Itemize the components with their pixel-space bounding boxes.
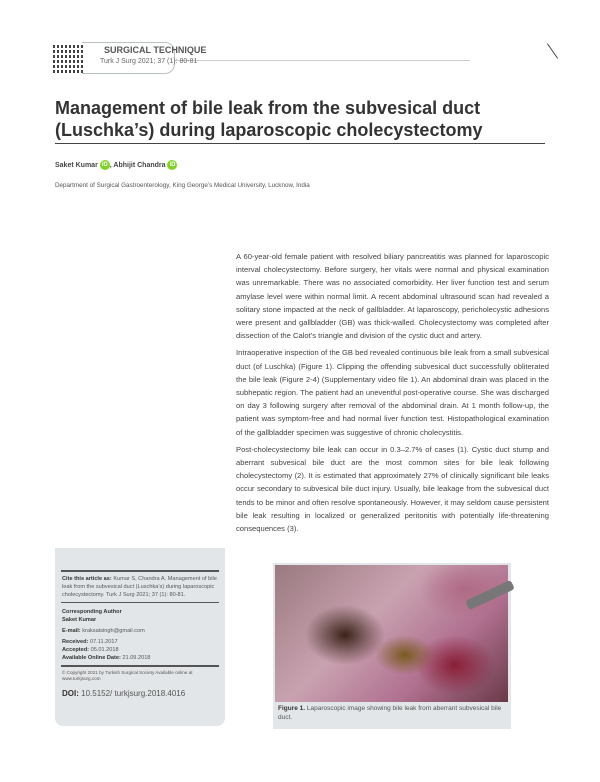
orcid-icon[interactable]: iD — [101, 162, 108, 168]
figure-1 — [273, 563, 511, 729]
doi-label: DOI: — [62, 688, 79, 698]
email-label: E-mail: — [62, 628, 81, 634]
doi — [55, 685, 225, 701]
received-date: 07.11.2017 — [90, 639, 118, 645]
copyright: © Copyright 2021 by Turkish Surgical Society Available online at www.turkjsurg.com — [62, 669, 193, 681]
paragraph: Post-cholecystectomy bile leak can occur in 0.3–2.7% of cases (1). Cystic duct stump and aberrant subvesical bile duct are the most common sites for bile leak following cholecystectomy (2). It is estimated that approximately 27% of clinically significant bile leaks occur secondary to subvesical bile duct injury. Usually, bile leakage from the subvesical duct tends to be minor and often resolve spontaneously. However, it may seldom cause persistent bile leak resulting in localized or generalized peritonitis with potentially life-threatening consequences (3). — [236, 444, 549, 534]
journal-citation: Turk J Surg 2021; 37 (1): 80-81 — [100, 58, 198, 65]
citation-block — [55, 572, 225, 602]
email-link[interactable]: kraksatsingh@gmail.com — [82, 628, 145, 634]
paragraph: A 60-year-old female patient with resolved biliary pancreatitis was planned for laparoscopic interval cholecystectomy. Before surgery, her vitals were normal and physical examination was unremarkable. There was no associated comorbidity. Her liver function test and serum amylase level were within normal limit. A recent abdominal ultrasound scan had revealed a solitary stone impacted at the neck of gallbladder. At laparoscopy, pericholecystic adhesions were present and gallbladder (GB) was thick-walled. Cholecystectomy was completed after dissection of the Calot’s triangle and division of the cystic duct and artery. — [236, 252, 549, 341]
authors: Saket Kumar iD , Abhijit Chandra iD — [55, 161, 176, 169]
corr-name: Saket Kumar — [62, 617, 97, 623]
header-rule — [174, 60, 470, 61]
paragraph: Intraoperative inspection of the GB bed revealed continuous bile leak from a small subvesical duct (of Luschka) (Figure 1). Clipping the offending subvesical duct successfully obliterated the bile leak (Figure 2-4) (Supplementary video file 1). An abdominal drain was placed in the subhepatic region. The patient had an uneventful post-operative course. She was discharged on day 3 following surgery after removal of the abdominal drain. At 1 month follow-up, the patient was symptom-free and had normal liver function test. Histopathological examination of the gallbladder specimen was suggestive of chronic cholecystitis. — [236, 348, 549, 437]
laparoscopic-image — [275, 565, 508, 702]
caption-text: Laparoscopic image showing bile leak from aberrant subvesical bile duct. — [278, 705, 502, 721]
online-date: 21.09.2018 — [122, 655, 151, 661]
qr-code — [53, 43, 83, 73]
accepted-label: Accepted: — [62, 647, 90, 653]
corner-mark — [547, 43, 558, 58]
online-label: Available Online Date: — [62, 655, 121, 661]
author-name[interactable]: Abhijit Chandra — [113, 161, 166, 169]
affiliation: Department of Surgical Gastroenterology, King George’s Medical University, Lucknow, India — [55, 182, 310, 189]
corresponding-block — [55, 603, 225, 665]
figure-caption — [278, 704, 506, 722]
body-text — [236, 250, 549, 539]
doi-link[interactable]: 10.5152/ turkjsurg.2018.4016 — [81, 688, 186, 698]
received-label: Received: — [62, 639, 89, 645]
cite-label: Cite this article as: — [62, 575, 112, 582]
orcid-icon[interactable]: iD — [169, 162, 176, 168]
figure-label: Figure 1. — [278, 705, 306, 712]
corr-label: Corresponding Author — [62, 609, 122, 615]
accepted-date: 05.01.2018 — [90, 647, 119, 653]
author-name[interactable]: Saket Kumar — [55, 161, 98, 169]
cite-text: Kumar S, Chandra A. Management of bile leak from the subvesical duct (Luschka’s) during laparoscopic cholecystectomy. Turk J Surg 2021; 37 (1): 80-81. — [62, 575, 217, 598]
article-info-box — [55, 548, 225, 726]
section-kicker: SURGICAL TECHNIQUE — [104, 45, 207, 55]
surgical-instrument — [465, 580, 515, 610]
title-rule — [55, 143, 545, 144]
paper-title: Management of bile leak from the subvesical duct (Luschka’s) during laparoscopic cholecystectomy — [55, 98, 483, 140]
